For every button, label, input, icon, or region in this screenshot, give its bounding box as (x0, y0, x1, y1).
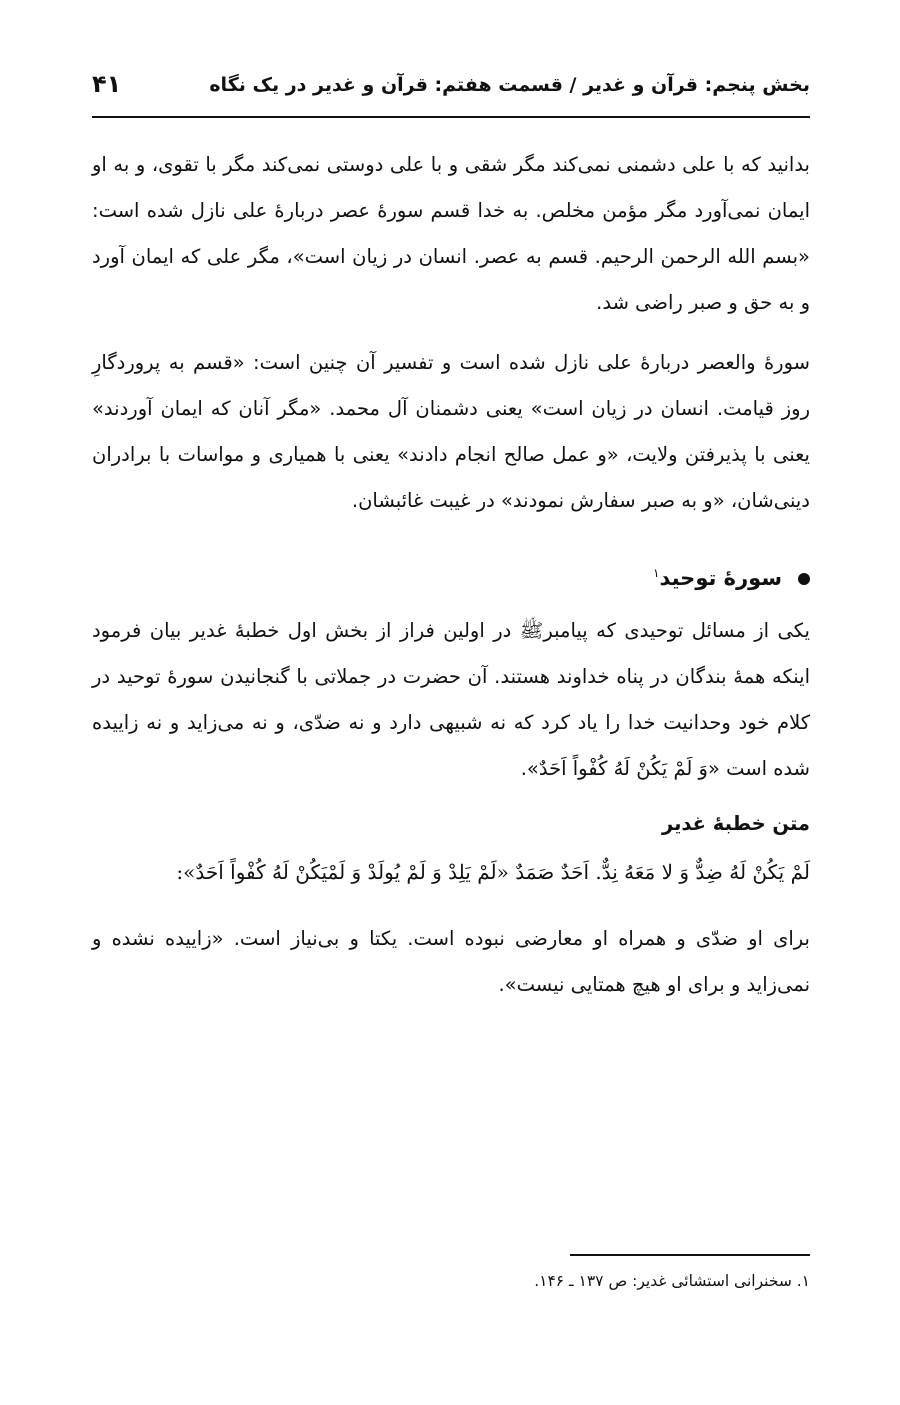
footnote-marker[interactable]: ۱ (653, 566, 660, 580)
bullet-icon (798, 573, 810, 585)
paragraph-2: سورۀ والعصر دربارۀ علی نازل شده است و تفسیر آن چنین است: «قسم به پروردگارِ روز قیامت. انسان در زیان است» یعنی دشمنان آل محمد. «مگر آنان که ایمان آوردند» یعنی با پذیرفتن ولایت، «و عمل صالح انجام دادند» یعنی با همیاری و مواسات با برادران دینی‌شان، «و به صبر سفارش نمودند» در غیبت غائبشان. (92, 351, 810, 512)
arabic-quotation: لَمْ یَکُنْ لَهُ ضِدٌّ وَ لا مَعَهُ نِدٌّ. اَحَدٌ صَمَدٌ «لَمْ یَلِدْ وَ لَمْ یُولَدْ وَ لَمْیَکُنْ لَهُ کُفْواً اَحَدٌ»: (176, 860, 810, 884)
sermon-text-heading: متن خطبۀ غدیر (661, 812, 810, 835)
page-header (92, 68, 810, 118)
paragraph-4: برای او ضدّی و همراه او معارضی نبوده است. یکتا و بی‌نیاز است. «زاییده نشده و نمی‌زاید و برای او هیچ همتایی نیست». (92, 927, 810, 996)
section-heading (653, 566, 810, 590)
book-page (92, 0, 810, 1405)
paragraph-1: بدانید که با علی دشمنی نمی‌کند مگر شقی و با علی دوستی نمی‌کند مگر با تقوی، و به او ایمان نمی‌آورد مگر مؤمن مخلص. به خدا قسم سورۀ عصر دربارۀ علی نازل شده است: «بسم الله الرحمن الرحیم. قسم به عصر. انسان در زیان است»، مگر علی که ایمان آورد و به حق و صبر راضی شد. (92, 153, 810, 314)
page-number: ۴۱ (92, 70, 122, 98)
paragraph-3: یکی از مسائل توحیدی که پیامبرﷺ در اولین فراز از بخش اول خطبۀ غدیر بیان فرمود اینکه همۀ بندگان در پناه خداوند هستند. آن حضرت در جملاتی با گنجانیدن سورۀ توحید در کلام خود وحدانیت خدا را یاد کرد که نه شبیهی دارد و نه ضدّی، و نه می‌زاید و نه زاییده شده است «وَ لَمْ یَکُنْ لَهُ کُفْواً اَحَدٌ». (92, 619, 810, 780)
running-title: بخش پنجم: قرآن و غدیر / قسمت هفتم: قرآن و غدیر در یک نگاه (209, 74, 810, 96)
footnote-divider (570, 1254, 810, 1256)
section-heading-text: سورۀ توحید (659, 566, 782, 590)
footnote: ۱. سخنرانی استشائی غدیر: ص ۱۳۷ ـ ۱۴۶. (534, 1272, 810, 1290)
